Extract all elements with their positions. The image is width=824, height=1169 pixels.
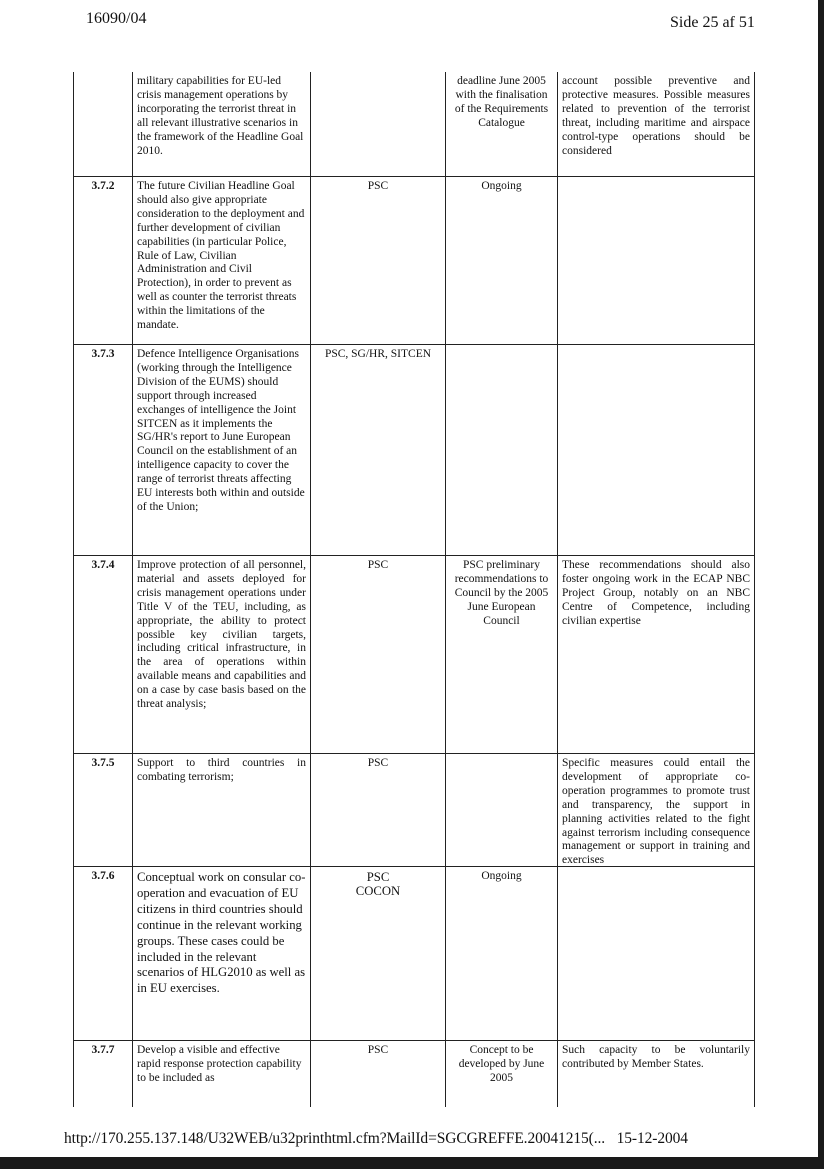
scan-edge-right xyxy=(818,0,824,1169)
responsible-body: PSC xyxy=(310,1041,445,1098)
column-rule xyxy=(310,1097,311,1107)
table-row xyxy=(73,344,755,556)
page-number: Side 25 af 51 xyxy=(670,14,755,31)
table-continuation-lines xyxy=(73,1097,755,1107)
notes xyxy=(557,867,755,1041)
measure-text: Conceptual work on consular co-operation and evacuation of EU citizens in third countries should continue in the relevant working groups. These cases could be included in the relevant scenarios of HLG2010 as well as in EU exercises. xyxy=(132,867,310,1041)
deadline: deadline June 2005 with the finalisation of the Requirements Catalogue xyxy=(445,72,557,176)
deadline: PSC preliminary recommendations to Council by the 2005 June European Council xyxy=(445,556,557,754)
source-url: http://170.255.137.148/U32WEB/u32printhtml.cfm?MailId=SGCGREFFE.20041215(... xyxy=(64,1130,606,1147)
page-footer xyxy=(64,1130,688,1148)
deadline xyxy=(445,754,557,867)
column-rule xyxy=(445,1097,446,1107)
responsible-body xyxy=(310,72,445,176)
measure-text: Support to third countries in combating terrorism; xyxy=(132,754,310,867)
notes: These recommendations should also foster ongoing work in the ECAP NBC Project Group, notably on an NBC Centre of Competence, including civilian expertise xyxy=(557,556,755,754)
item-number: 3.7.7 xyxy=(73,1041,132,1098)
column-rule xyxy=(73,1097,74,1107)
item-number: 3.7.5 xyxy=(73,754,132,867)
measure-text: Develop a visible and effective rapid response protection capability to be included as xyxy=(132,1041,310,1098)
item-number: 3.7.4 xyxy=(73,556,132,754)
responsible-body: PSC xyxy=(310,556,445,754)
responsible-body: PSC, SG/HR, SITCEN xyxy=(310,345,445,556)
notes xyxy=(557,345,755,556)
measure-text: military capabilities for EU-led crisis management operations by incorporating the terrorist threat in all relevant illustrative scenarios in the framework of the Headline Goal 2010. xyxy=(132,72,310,176)
deadline: Concept to be developed by June 2005 xyxy=(445,1041,557,1098)
item-number xyxy=(73,72,132,176)
table-row xyxy=(73,866,755,1041)
scan-edge-bottom xyxy=(0,1157,824,1169)
responsible-body: PSC xyxy=(310,754,445,867)
table-row xyxy=(73,72,755,176)
measure-text: Defence Intelligence Organisations (working through the Intelligence Division of the EUMS) should support through increased exchanges of intelligence the Joint SITCEN as it implements the SG/HR's report to June European Council on the establishment of an intelligence capacity to cover the range of terrorist threats affecting EU interests both within and outside of the Union; xyxy=(132,345,310,556)
responsible-body: PSC xyxy=(310,177,445,345)
deadline xyxy=(445,345,557,556)
column-rule xyxy=(132,1097,133,1107)
notes: Such capacity to be voluntarily contributed by Member States. xyxy=(557,1041,755,1098)
measure-text: Improve protection of all personnel, material and assets deployed for crisis management operations under Title V of the TEU, including, as appropriate, the ability to protect possible key civilian targets, including critical infrastructure, in the area of operations within available means and capabilities and on a case by case basis based on the threat analysis; xyxy=(132,556,310,754)
table-row xyxy=(73,753,755,867)
print-date: 15-12-2004 xyxy=(616,1130,688,1147)
table-row xyxy=(73,555,755,754)
deadline: Ongoing xyxy=(445,177,557,345)
item-number: 3.7.3 xyxy=(73,345,132,556)
table-row xyxy=(73,1040,755,1098)
document-number: 16090/04 xyxy=(86,10,147,27)
notes xyxy=(557,177,755,345)
notes: account possible preventive and protective measures. Possible measures related to prevention of the terrorist threat, including maritime and airspace control-type operations should be considered xyxy=(557,72,755,176)
column-rule xyxy=(754,1097,755,1107)
deadline: Ongoing xyxy=(445,867,557,1041)
measure-text: The future Civilian Headline Goal should also give appropriate consideration to the deployment and further development of civilian capabilities (in particular Police, Rule of Law, Civilian Administration and Civil Protection), in order to prevent as well as counter the terrorist threats within the limitations of the mandate. xyxy=(132,177,310,345)
responsible-body: PSC COCON xyxy=(310,867,445,1041)
item-number: 3.7.2 xyxy=(73,177,132,345)
table-row xyxy=(73,176,755,345)
column-rule xyxy=(557,1097,558,1107)
notes: Specific measures could entail the development of appropriate co-operation programmes to promote trust and transparency, the support in planning activities related to the fight against terrorism including consequence management or support in training and exercises xyxy=(557,754,755,867)
item-number: 3.7.6 xyxy=(73,867,132,1041)
